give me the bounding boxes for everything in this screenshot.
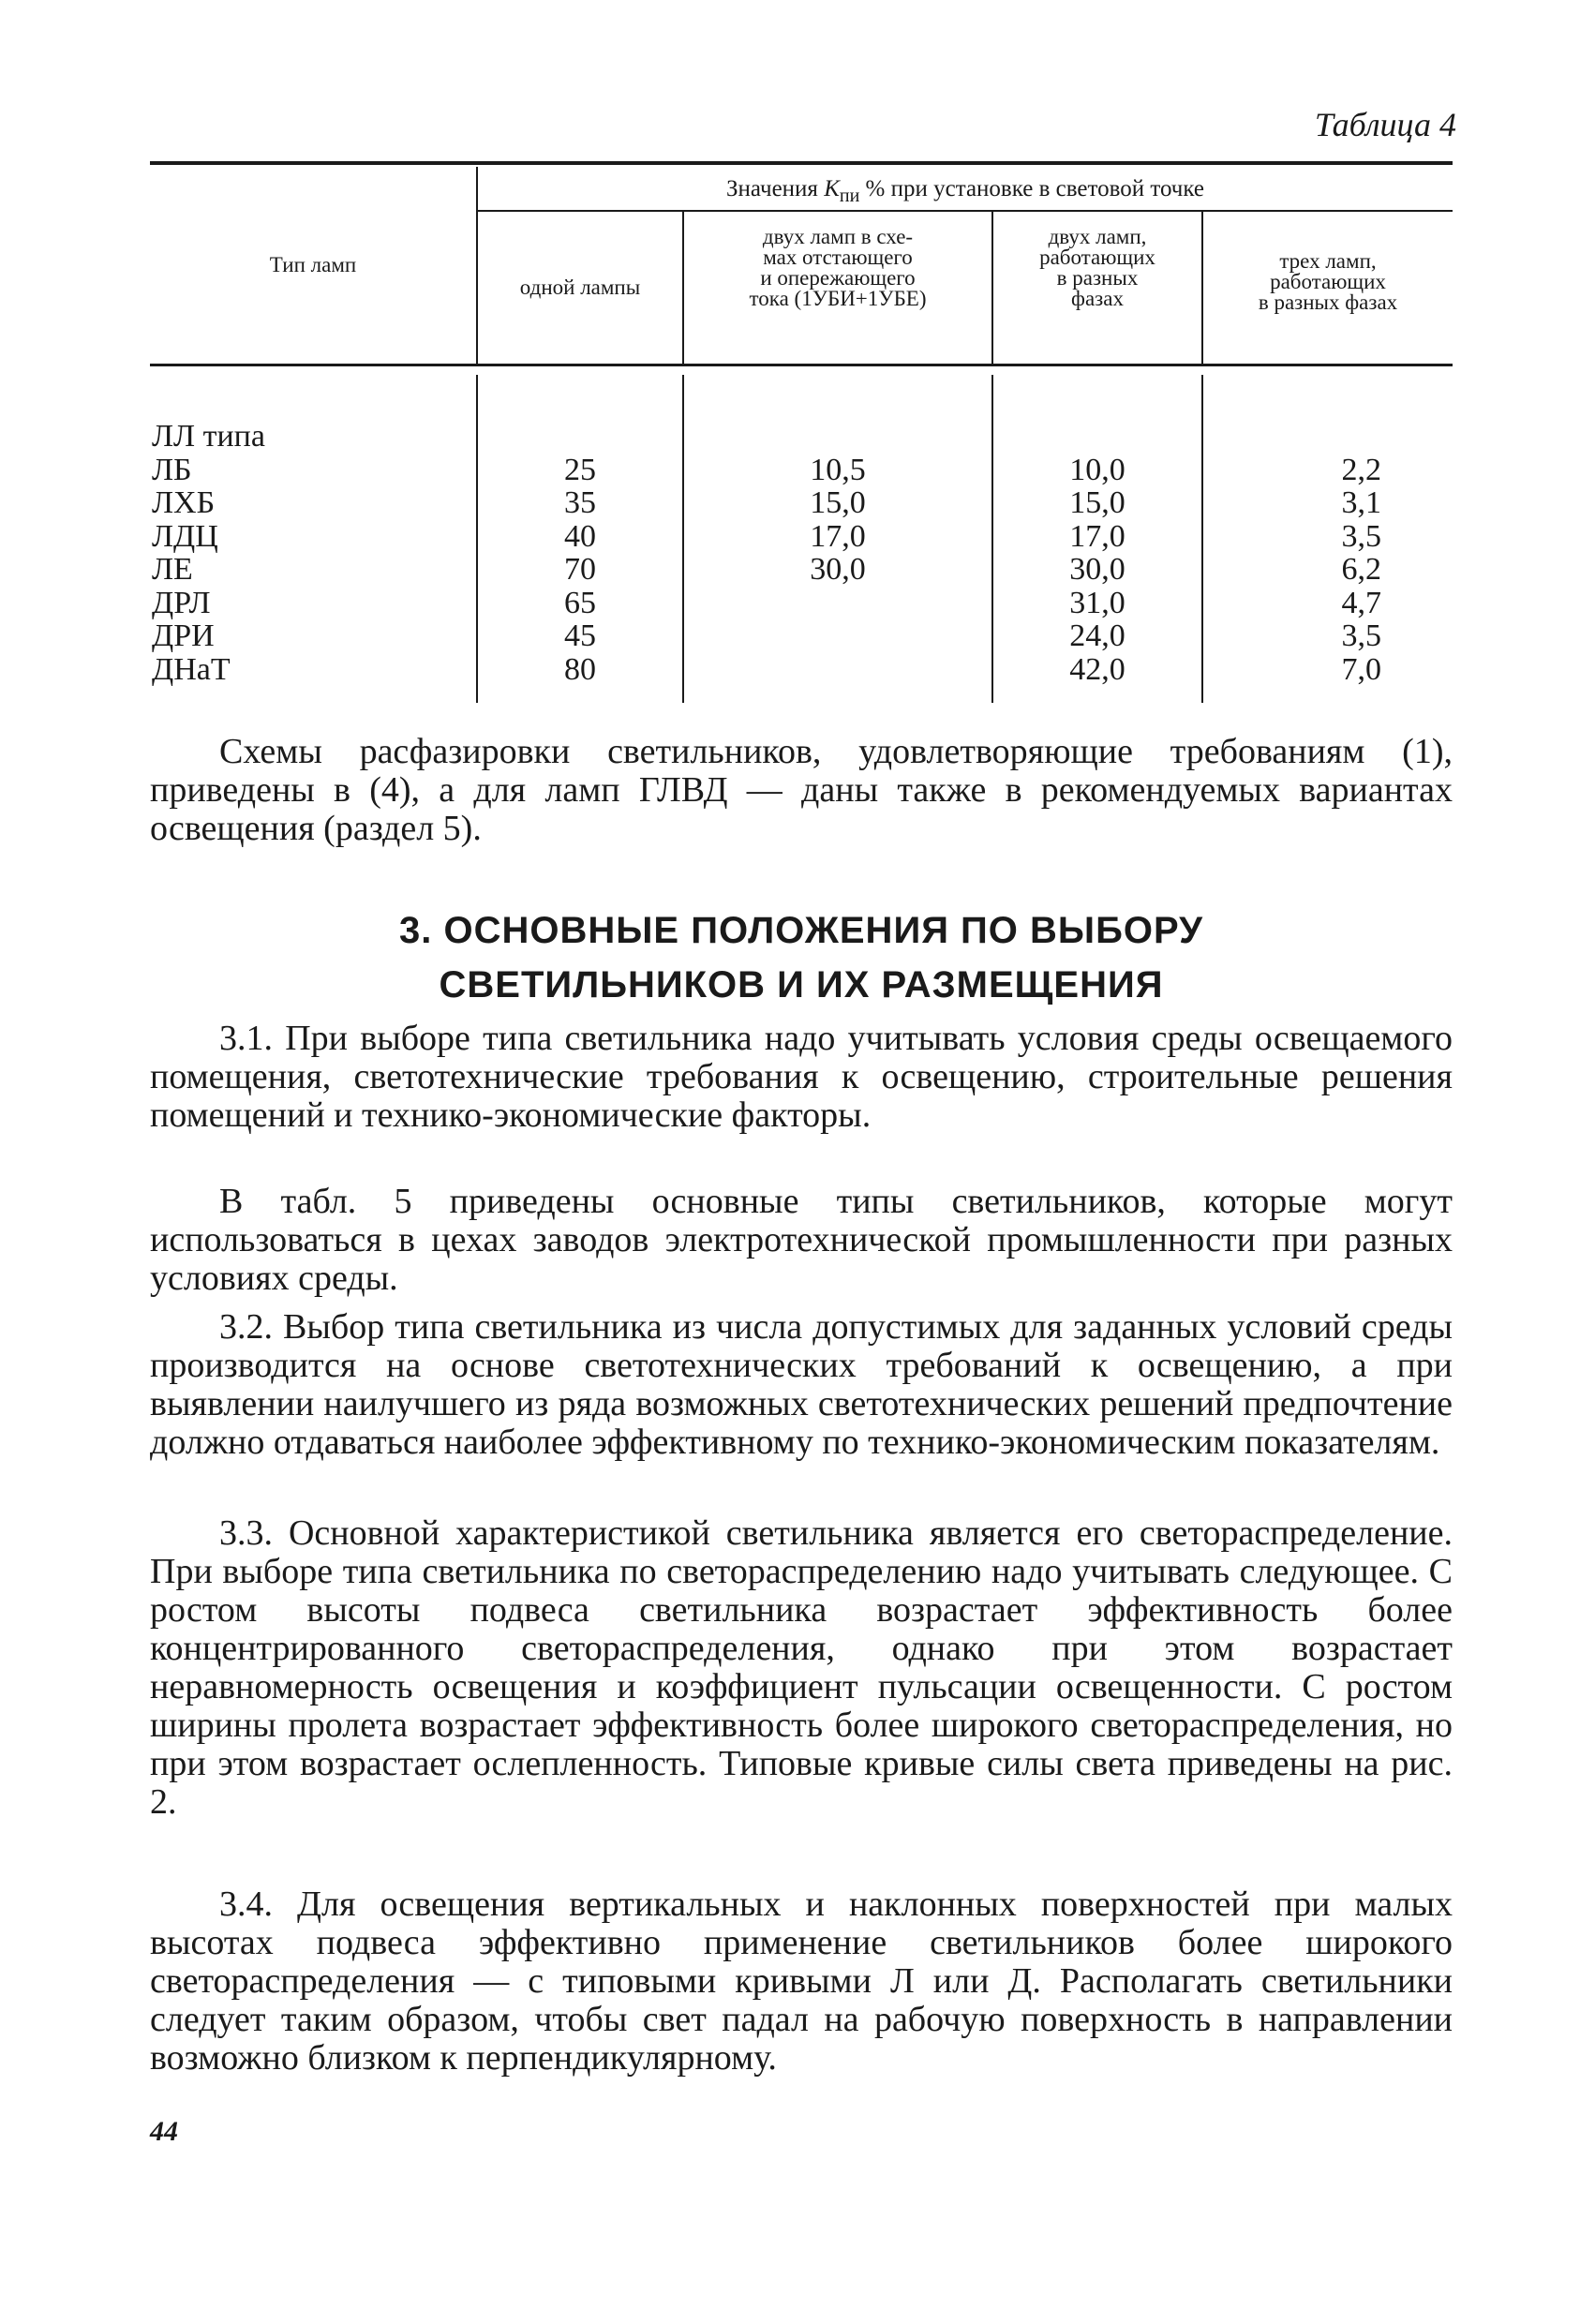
- header-group-prefix: Значения: [726, 176, 825, 201]
- section-heading-line: СВЕТИЛЬНИКОВ И ИХ РАЗМЕЩЕНИЯ: [439, 964, 1164, 1006]
- intro-paragraph: Схемы расфазировки светильников, удовлетворяющие требованиям (1), приведены в (4), а для ламп ГЛВД — даны также в рекомендуемых вариантах освещения (раздел 5).: [150, 732, 1453, 848]
- one-lamp-cell: 25: [564, 452, 596, 487]
- column-lamp-type: [152, 420, 470, 686]
- one-lamp-cell: 65: [564, 585, 596, 620]
- three-phases-cell: 4,7: [1341, 585, 1381, 620]
- lamp-type-cell: ЛБ: [152, 452, 192, 487]
- one-lamp-cell: 45: [564, 618, 596, 653]
- table-top-rule: [150, 161, 1453, 165]
- header-group-title: [478, 176, 1453, 207]
- one-lamp-cell: 40: [564, 518, 596, 554]
- table-caption: Таблица 4: [1314, 106, 1456, 143]
- lamp-type-cell: ДРЛ: [152, 585, 211, 620]
- lamp-type-cell: ДРИ: [152, 618, 215, 653]
- lamp-type-cell: ЛДЦ: [152, 518, 218, 554]
- ripple-coefficient-table: [150, 161, 1453, 705]
- two-scheme-cell: 17,0: [810, 518, 866, 554]
- two-phases-cell: 17,0: [1069, 518, 1125, 554]
- three-phases-cell: 6,2: [1341, 552, 1381, 587]
- two-phases-cell: 42,0: [1069, 651, 1125, 687]
- header-lamp-type: Тип ламп: [269, 253, 357, 276]
- header-group-subscript: пи: [839, 186, 860, 206]
- header-bottom-rule: [150, 364, 1453, 366]
- lamp-type-cell: ДНаТ: [152, 651, 231, 687]
- header-two-lamps-scheme: двух ламп в схе- мах отстающего и опережающего тока (1УБИ+1УБЕ): [749, 225, 927, 310]
- header-group-suffix: % при установке в световой точке: [859, 176, 1204, 201]
- three-phases-cell: 7,0: [1341, 651, 1381, 687]
- three-phases-cell: 2,2: [1341, 452, 1381, 487]
- paragraph-3-2: 3.2. Выбор типа светильника из числа допустимых для заданных условий среды производится на основе светотехнических требований к освещению, а при выявлении наилучшего из ряда возможных светотехнических решений предпочтение должно отдаваться наиболее эффективному по технико-экономическим показателям.: [150, 1307, 1453, 1462]
- three-phases-cell: 3,5: [1341, 618, 1381, 653]
- three-phases-cell: 3,1: [1341, 485, 1381, 520]
- paragraph-3-3: 3.3. Основной характеристикой светильника является его светораспределение. При выборе типа светильника по светораспределению надо учитывать следующее. С ростом высоты подвеса светильника возрастает эффективность более концентрированного светораспределения, однако при этом возрастает неравномерность освещения и коэффициент пульсации освещенности. С ростом ширины пролета возрастает эффективность более широкого светораспределения, но при этом возрастает ослепленность. Типовые кривые силы света приведены на рис. 2.: [150, 1513, 1453, 1822]
- header-group-rule: [478, 210, 1453, 212]
- paragraph-3-1: 3.1. При выборе типа светильника надо учитывать условия среды освещаемого помещения, светотехнические требования к освещению, строительные решения помещений и технико-экономические факторы.: [150, 1019, 1453, 1135]
- two-scheme-cell: 30,0: [810, 552, 866, 587]
- lamp-type-cell: ЛЕ: [152, 552, 193, 587]
- one-lamp-cell: 80: [564, 651, 596, 687]
- two-scheme-cell: 15,0: [810, 485, 866, 520]
- header-three-lamps-phases: трех ламп, работающих в разных фазах: [1258, 249, 1398, 314]
- two-scheme-cell: 10,5: [810, 452, 866, 487]
- two-phases-cell: 10,0: [1069, 452, 1125, 487]
- column-two-lamps-scheme: [684, 420, 991, 587]
- row-group-label: ЛЛ типа: [152, 419, 265, 454]
- column-three-lamps-phases: [1203, 420, 1453, 686]
- three-phases-cell: 3,5: [1341, 518, 1381, 554]
- two-phases-cell: 31,0: [1069, 585, 1125, 620]
- header-two-lamps-phases: двух ламп, работающих в разных фазах: [1039, 225, 1155, 310]
- one-lamp-cell: 70: [564, 552, 596, 587]
- paragraph-table-5: В табл. 5 приведены основные типы светильников, которые могут использоваться в цехах заводов электротехнической промышленности при разных условиях среды.: [150, 1182, 1453, 1298]
- two-phases-cell: 30,0: [1069, 552, 1125, 587]
- page-number: 44: [150, 2116, 178, 2147]
- section-heading: [150, 903, 1453, 1012]
- header-group-symbol: K: [824, 176, 840, 201]
- column-one-lamp: [478, 420, 682, 686]
- one-lamp-cell: 35: [564, 485, 596, 520]
- header-one-lamp: одной лампы: [519, 276, 641, 299]
- paragraph-3-4: 3.4. Для освещения вертикальных и наклонных поверхностей при малых высотах подвеса эффективно применение светильников более широкого светораспределения — с типовыми кривыми Л или Д. Располагать светильники следует таким образом, чтобы свет падал на рабочую поверхность в направлении возможно близком к перпендикулярному.: [150, 1885, 1453, 2078]
- two-phases-cell: 24,0: [1069, 618, 1125, 653]
- two-phases-cell: 15,0: [1069, 485, 1125, 520]
- lamp-type-cell: ЛХБ: [152, 485, 216, 520]
- column-two-lamps-phases: [993, 420, 1201, 686]
- section-heading-line: 3. ОСНОВНЫЕ ПОЛОЖЕНИЯ ПО ВЫБОРУ: [399, 910, 1203, 951]
